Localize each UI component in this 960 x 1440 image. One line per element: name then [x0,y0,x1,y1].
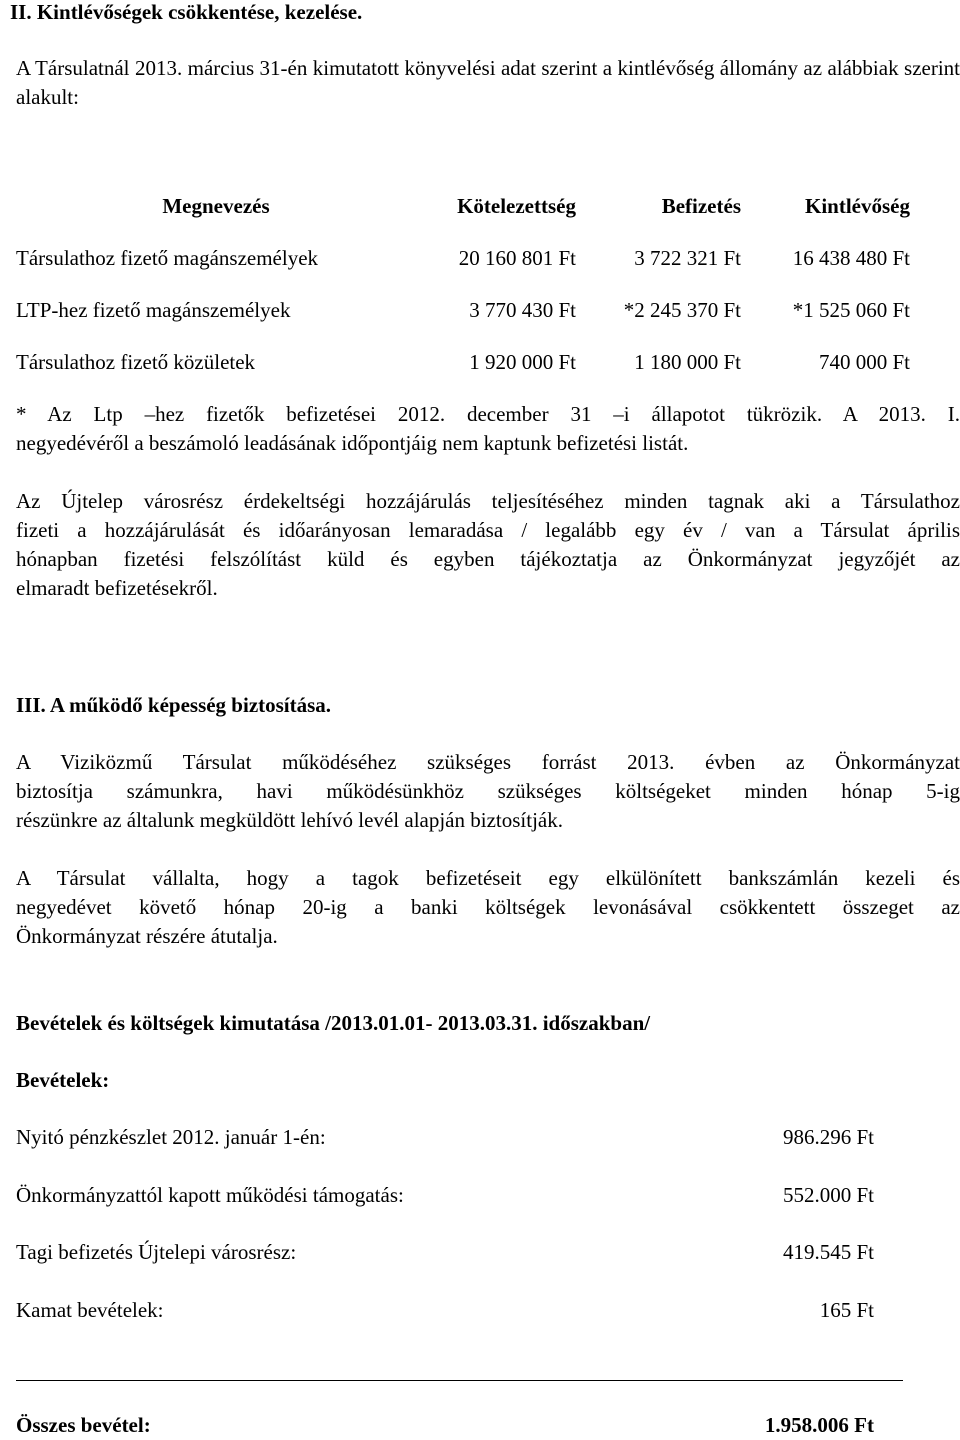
table-header-cell: Kötelezettség [457,193,576,218]
table-cell: 740 000 Ft [818,349,910,374]
ujtelep-line-2: fizeti a hozzájárulását és időarányosan lemaradása / legalább egy év / van a Társulat április [16,518,960,542]
income-item-label: Kamat bevételek: [16,1298,164,1322]
income-item-label: Nyitó pénzkészlet 2012. január 1-én: [16,1125,326,1149]
section-3-para-1-line-2: biztosítja számunkra, havi működésünkhöz szükséges költségeket minden hónap 5-ig [16,779,960,803]
income-item-label: Önkormányzattól kapott működési támogatás: [16,1183,404,1207]
table-header-cell: Befizetés [661,193,741,218]
total-divider [16,1380,903,1381]
table-header-row [16,180,910,232]
footnote-line-2: negyedévéről a beszámoló leadásának időpontjáig nem kaptunk befizetési listát. [16,431,689,455]
table-cell: LTP-hez fizető magánszemélyek [16,297,291,322]
table-header-cell: Kintlévőség [805,193,910,218]
income-item-amount: 986.296 Ft [782,1125,874,1149]
ujtelep-line-4: elmaradt befizetésekről. [16,576,218,600]
section-3-para-1-line-3: részünkre az általunk megküldött lehívó levél alapján biztosítják. [16,808,563,832]
table-cell: 1 920 000 Ft [469,349,576,374]
section-3-heading: III. A működő képesség biztosítása. [16,693,332,717]
table-row [16,284,910,336]
income-heading: Bevételek: [16,1068,110,1092]
table-cell: 3 722 321 Ft [634,245,741,270]
table-cell: 3 770 430 Ft [469,297,576,322]
table-row [16,232,910,284]
receivables-table [16,180,910,388]
income-item-amount: 552.000 Ft [782,1183,874,1207]
table-cell: 20 160 801 Ft [458,245,576,270]
income-item-label: Tagi befizetés Újtelepi városrész: [16,1240,297,1264]
table-cell: Társulathoz fizető magánszemélyek [16,245,319,270]
section-3-para-2-line-2: negyedévet követő hónap 20-ig a banki költségek levonásával csökkentett összeget az [16,895,960,919]
section-3-para-2-line-3: Önkormányzat részére átutalja. [16,924,278,948]
section-2-heading: II. Kintlévőségek csökkentése, kezelése. [10,0,363,24]
table-header-cell: Megnevezés [162,193,270,218]
ujtelep-line-3: hónapban fizetési felszólítást küld és egyben tájékoztatja az Önkormányzat jegyzőjét az [16,547,960,571]
section-3-para-1-line-1: A Viziközmű Társulat működéséhez szükséges forrást 2013. évben az Önkormányzat [16,750,960,774]
table-cell: *1 525 060 Ft [792,297,910,322]
table-cell: Társulathoz fizető közületek [16,349,256,374]
income-item-amount: 419.545 Ft [782,1240,874,1264]
ujtelep-line-1: Az Újtelep városrész érdekeltségi hozzájárulás teljesítéséhez minden tagnak aki a Társulathoz [16,489,960,513]
section-3-para-2-line-1: A Társulat vállalta, hogy a tagok befizetéseit egy elkülönített bankszámlán kezeli és [16,866,960,890]
table-cell: 16 438 480 Ft [792,245,910,270]
income-item-amount: 165 Ft [819,1298,874,1322]
section-2-intro: A Társulatnál 2013. március 31-én kimutatott könyvelési adat szerint a kintlévőség állomány az alábbiak szerint alakult: [16,56,960,109]
table-cell: 1 180 000 Ft [634,349,741,374]
table-row [16,336,910,388]
report-title: Bevételek és költségek kimutatása /2013.01.01- 2013.03.31. időszakban/ [16,1011,651,1035]
total-amount: 1.958.006 Ft [764,1413,874,1437]
footnote-line-1: * Az Ltp –hez fizetők befizetései 2012. december 31 –i állapotot tükrözik. A 2013. I. [16,402,960,426]
table-cell: *2 245 370 Ft [623,297,741,322]
total-label: Összes bevétel: [16,1413,151,1437]
